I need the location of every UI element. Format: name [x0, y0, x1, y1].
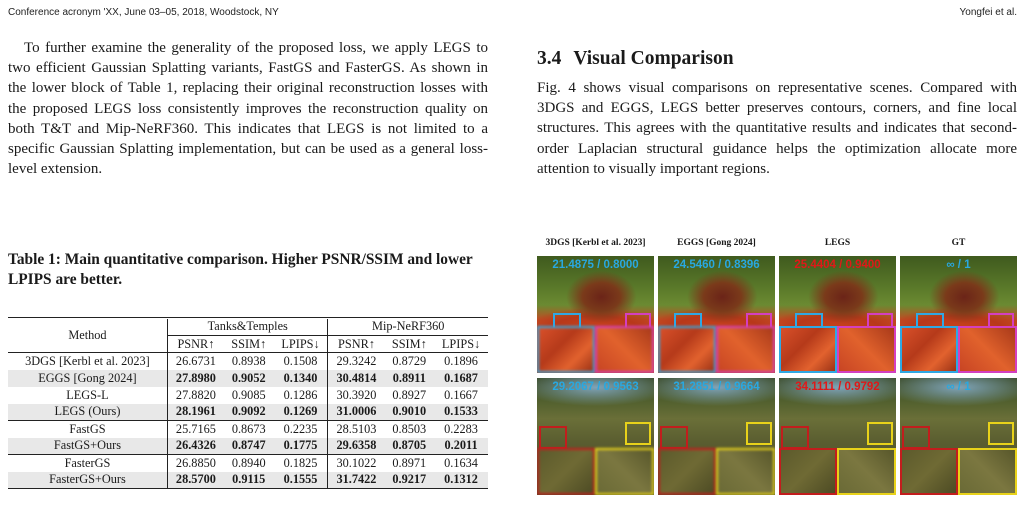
metric-header: SSIM↑	[384, 336, 434, 353]
section-heading	[537, 48, 1017, 70]
method-cell: FastGS	[8, 421, 167, 438]
results-table	[8, 317, 488, 489]
metric-cell: 28.5103	[328, 421, 384, 438]
metric-header: SSIM↑	[224, 336, 274, 353]
figure-panel	[900, 378, 1017, 495]
table-row	[8, 387, 488, 404]
method-header: Method	[8, 319, 167, 353]
metric-cell: 0.8503	[384, 421, 434, 438]
metric-cell: 30.3920	[336, 387, 377, 402]
metric-cell: 25.7165	[167, 421, 223, 438]
metric-label: 25.4404 / 0.9400	[794, 259, 881, 271]
metric-cell: 29.6358	[328, 438, 384, 455]
figure-column-headers	[537, 238, 1017, 256]
metric-label: 34.1111 / 0.9792	[795, 381, 880, 393]
method-cell: EGGS [Gong 2024]	[8, 370, 167, 387]
table-row	[8, 404, 488, 421]
running-head-left: Conference acronym 'XX, June 03–05, 2018, Woodstock, NY	[8, 7, 279, 18]
metric-label: 21.4875 / 0.8000	[552, 259, 639, 271]
zoom-inset	[716, 448, 775, 495]
metric-cell: 0.2235	[274, 421, 328, 438]
metric-cell: 0.8911	[384, 370, 434, 387]
figure-row-park	[537, 378, 1017, 495]
metric-cell: 0.1312	[434, 472, 488, 489]
method-cell: FasterGS+Ours	[8, 472, 167, 489]
group-header: Tanks&Temples	[167, 319, 328, 336]
running-head-right: Yongfei et al.	[959, 7, 1017, 18]
figure-panel	[900, 256, 1017, 373]
method-cell: FasterGS	[8, 455, 167, 472]
metric-cell: 0.9052	[224, 370, 274, 387]
table-row	[8, 455, 488, 472]
figure-panel	[658, 256, 775, 373]
figure-panel	[537, 256, 654, 373]
zoom-inset	[658, 448, 716, 495]
zoom-inset	[595, 326, 654, 373]
metric-cell: 0.1340	[274, 370, 328, 387]
zoom-inset	[900, 448, 958, 495]
table-row	[8, 472, 488, 489]
metric-cell: 0.1269	[274, 404, 328, 421]
metric-cell: 0.1896	[444, 353, 478, 368]
metric-cell: 30.4814	[328, 370, 384, 387]
zoom-inset	[779, 448, 837, 495]
table-caption: Table 1: Main quantitative comparison. Higher PSNR/SSIM and lower LPIPS are better.	[8, 251, 473, 288]
right-column	[537, 48, 1017, 179]
zoom-box	[902, 426, 930, 449]
metric-cell: 29.3242	[336, 353, 377, 368]
metric-cell: 0.8729	[392, 353, 427, 368]
figure-panel	[779, 378, 896, 495]
metric-cell: 28.5700	[167, 472, 223, 489]
metric-cell: 0.1508	[274, 353, 328, 370]
metric-label: ∞ / 1	[946, 381, 971, 393]
comparison-figure	[537, 238, 1017, 500]
figure-column-header: EGGS [Gong 2024]	[677, 238, 756, 248]
metric-cell: 0.9092	[224, 404, 274, 421]
group-header: Mip-NeRF360	[328, 319, 488, 336]
figure-panel	[779, 256, 896, 373]
metric-cell: 0.8971	[384, 455, 434, 472]
zoom-inset	[716, 326, 775, 373]
figure-column-header: 3DGS [Kerbl et al. 2023]	[545, 238, 646, 248]
zoom-inset	[537, 326, 595, 373]
metric-cell: 0.8705	[384, 438, 434, 455]
metric-cell: 26.8850	[167, 455, 223, 472]
metric-header: LPIPS↓	[434, 336, 488, 353]
metric-cell: 0.1286	[274, 387, 328, 404]
metric-cell: 0.8940	[224, 455, 274, 472]
metric-cell: 31.7422	[328, 472, 384, 489]
method-cell: LEGS-L	[8, 387, 167, 404]
metric-cell: 0.1775	[274, 438, 328, 455]
zoom-box	[660, 426, 688, 449]
running-head	[8, 7, 1017, 21]
metric-cell: 0.9010	[384, 404, 434, 421]
metric-cell: 0.8938	[231, 353, 266, 368]
method-cell: 3DGS [Kerbl et al. 2023]	[8, 353, 167, 370]
metric-cell: 0.1687	[434, 370, 488, 387]
metric-header: PSNR↑	[167, 336, 223, 353]
visual-comparison-paragraph: Fig. 4 shows visual comparisons on representative scenes. Compared with 3DGS and EGGS, LEGS better preserves contours, corners, and fine local structures. This agrees with the quantitative results and indicates that second-order Laplacian structural guidance helps the optimization allocate more attention to visually important regions.	[537, 80, 1017, 177]
zoom-box	[781, 426, 809, 449]
metric-cell: 26.6731	[175, 353, 216, 368]
metric-header: PSNR↑	[328, 336, 384, 353]
zoom-inset	[900, 326, 958, 373]
zoom-box	[746, 422, 772, 445]
metric-label: 24.5460 / 0.8396	[673, 259, 760, 271]
zoom-box	[539, 426, 567, 449]
metric-cell: 0.1533	[434, 404, 488, 421]
metric-cell: 0.9085	[231, 387, 266, 402]
metric-cell: 0.8927	[392, 387, 427, 402]
metric-label: ∞ / 1	[946, 259, 971, 271]
section-title: Visual Comparison	[573, 48, 734, 69]
metric-cell: 31.0006	[328, 404, 384, 421]
metric-cell: 27.8820	[175, 387, 216, 402]
zoom-inset	[595, 448, 654, 495]
metric-header: LPIPS↓	[274, 336, 328, 353]
zoom-inset	[537, 448, 595, 495]
zoom-box	[867, 422, 893, 445]
metric-cell: 0.1634	[434, 455, 488, 472]
left-column	[8, 38, 488, 179]
zoom-box	[625, 422, 651, 445]
figure-column-header: GT	[951, 238, 966, 248]
metric-cell: 0.8747	[224, 438, 274, 455]
zoom-inset	[958, 326, 1017, 373]
metric-cell: 0.1825	[274, 455, 328, 472]
metric-cell: 0.2283	[434, 421, 488, 438]
metric-cell: 28.1961	[167, 404, 223, 421]
zoom-inset	[837, 448, 896, 495]
metric-cell: 0.1667	[444, 387, 478, 402]
metric-cell: 0.8673	[224, 421, 274, 438]
metric-cell: 0.2011	[434, 438, 488, 455]
metric-cell: 0.9217	[384, 472, 434, 489]
figure-row-garden	[537, 256, 1017, 373]
figure-panel	[537, 378, 654, 495]
zoom-inset	[779, 326, 837, 373]
figure-panel	[658, 378, 775, 495]
method-cell: LEGS (Ours)	[8, 404, 167, 421]
figure-column-header: LEGS	[824, 238, 851, 248]
metric-cell: 27.8980	[167, 370, 223, 387]
zoom-inset	[837, 326, 896, 373]
metric-label: 29.2067 / 0.9563	[552, 381, 639, 393]
metric-cell: 0.9115	[224, 472, 274, 489]
metric-cell: 0.1555	[274, 472, 328, 489]
zoom-inset	[958, 448, 1017, 495]
metric-cell: 30.1022	[328, 455, 384, 472]
generality-paragraph: To further examine the generality of the proposed loss, we apply LEGS to two efficient Gaussian Splatting variants, FastGS and FasterGS. As shown in the lower block of Table 1, replacing their original reconstruction losses with the proposed LEGS loss consistently improves the reconstruction quality on both T&T and Mip-NeRF360. This indicates that LEGS is not limited to a specific Gaussian Splatting implementation, but can be used as a general loss-level extension.	[8, 40, 488, 178]
zoom-box	[988, 422, 1014, 445]
metric-cell: 26.4326	[167, 438, 223, 455]
metric-label: 31.2851 / 0.9664	[673, 381, 760, 393]
table-row	[8, 438, 488, 455]
zoom-inset	[658, 326, 716, 373]
section-number: 3.4	[537, 48, 562, 69]
table-row	[8, 421, 488, 438]
table-row	[8, 353, 488, 370]
table-row	[8, 370, 488, 387]
method-cell: FastGS+Ours	[8, 438, 167, 455]
